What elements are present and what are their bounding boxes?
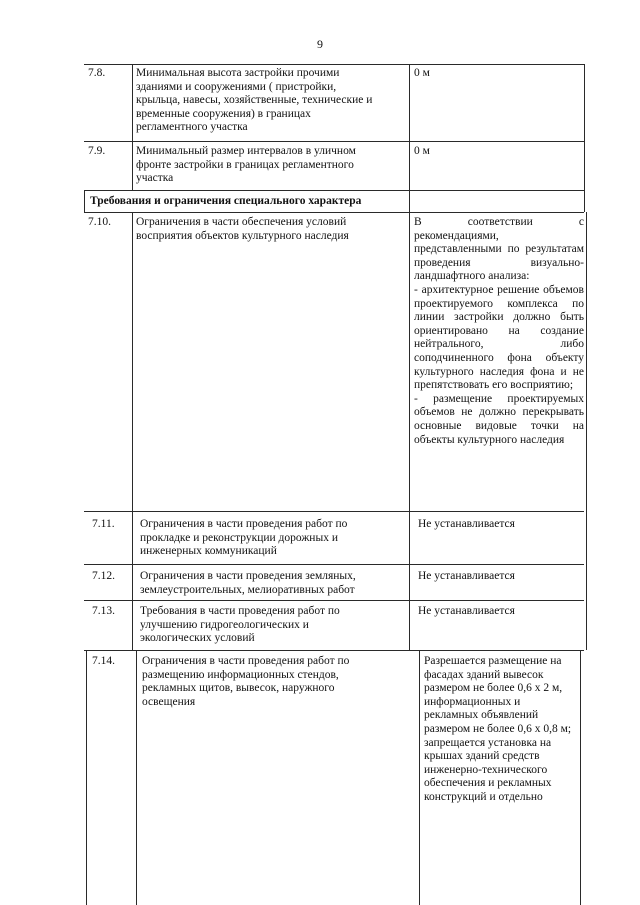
- row-value: Не устанавливается: [418, 605, 515, 617]
- table-rule: [84, 141, 584, 142]
- row-number: 7.8.: [88, 67, 106, 79]
- row-number: 7.12.: [92, 570, 115, 582]
- table-rule: [584, 190, 585, 212]
- row-description: Минимальная высота застройки прочими зданиями и сооружениями ( пристройки, крыльца, навесы, хозяйственные, технические и временные сооружения) в границах регламентного участка: [136, 67, 373, 134]
- row-number: 7.10.: [88, 216, 111, 228]
- row-value: Не устанавливается: [418, 518, 515, 530]
- row-number: 7.11.: [92, 518, 115, 530]
- table-rule: [586, 212, 587, 650]
- row-description: Ограничения в части проведения земляных, землеустроительных, мелиоративных работ: [140, 570, 356, 596]
- table-rule: [580, 650, 581, 905]
- row-description: Ограничения в части проведения работ по прокладке и реконструкции дорожных и инженерных коммуникаций: [140, 518, 348, 558]
- table-rule: [419, 650, 420, 905]
- table-rule: [86, 650, 87, 905]
- row-description: Ограничения в части проведения работ по размещению информационных стендов, рекламных щитов, вывесок, наружного освещения: [142, 655, 350, 708]
- table-rule: [84, 190, 584, 191]
- row-description: Требования в части проведения работ по улучшению гидрогеологических и экологических условий: [140, 605, 340, 645]
- table-rule: [84, 212, 584, 213]
- table-rule: [409, 64, 410, 190]
- row-value: В соответствии с рекомендациями, представленными по результатам проведения визуально-ландшафтного анализа: - архитектурное решение объемов проектируемого комплекса по линии застройки должно быть ориентировано на создание нейтрального, либо соподчиненного фона объекту культурного наследия фона и не препятствовать его восприятию; - размещение проектируемых объемов не должно перекрывать основные видовые точки на объекты культурного наследия: [414, 216, 584, 446]
- table-rule: [84, 564, 584, 565]
- row-value: 0 м: [414, 145, 430, 157]
- row-number: 7.14.: [92, 655, 115, 667]
- table-rule: [409, 190, 410, 212]
- row-number: 7.9.: [88, 145, 106, 157]
- section-title: Требования и ограничения специального характера: [90, 195, 362, 207]
- table-rule: [84, 650, 584, 651]
- table-rule: [132, 64, 133, 190]
- row-description: Минимальный размер интервалов в уличном фронте застройки в границах регламентного участка: [136, 145, 356, 185]
- row-value: Не устанавливается: [418, 570, 515, 582]
- table-rule: [84, 600, 584, 601]
- page-number: 9: [317, 37, 323, 51]
- row-number: 7.13.: [92, 605, 115, 617]
- table-rule: [584, 64, 585, 190]
- table-rule: [136, 650, 137, 905]
- row-description: Ограничения в части обеспечения условий восприятия объектов культурного наследия: [136, 216, 349, 242]
- table-rule: [84, 511, 584, 512]
- row-value: Разрешается размещение на фасадах зданий вывесок размером не более 0,6 х 2 м, информационных и рекламных объявлений размером не более 0,6 х 0,8 м; запрещается установка на крышах зданий средств инженерно-технического обеспечения и рекламных конструкций и отдельно: [424, 655, 572, 803]
- table-rule: [84, 64, 584, 65]
- row-value: 0 м: [414, 67, 430, 79]
- table-rule: [84, 190, 85, 212]
- table-rule: [132, 212, 133, 650]
